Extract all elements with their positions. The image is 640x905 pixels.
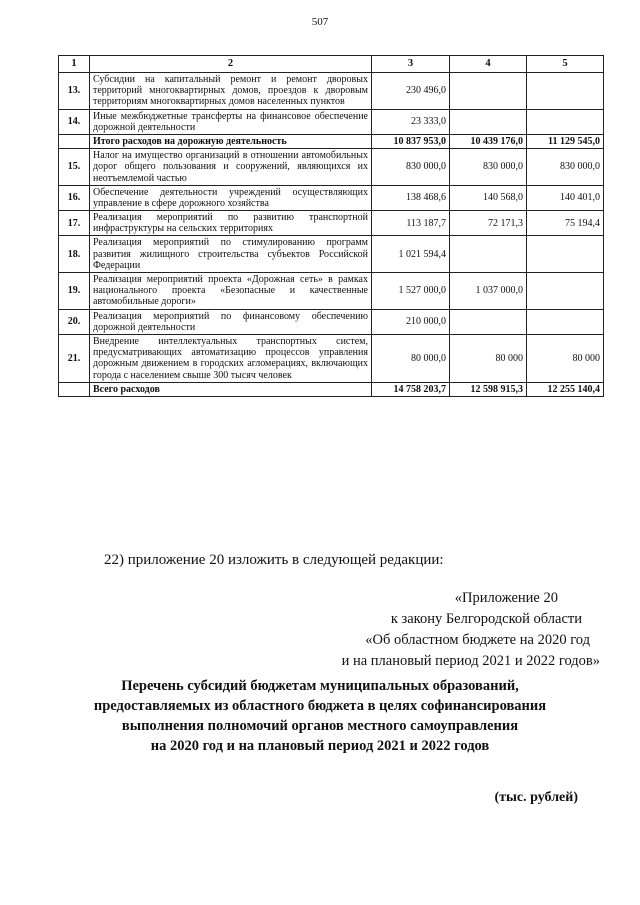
value-2022: 80 000	[527, 334, 604, 382]
value-2021	[450, 109, 527, 134]
heading-line: Перечень субсидий бюджетам муниципальных образований,	[121, 678, 519, 694]
value-2020: 830 000,0	[372, 149, 450, 186]
appendix-reference	[260, 588, 600, 672]
row-description: Обеспечение деятельности учреждений осуществляющих управление в сфере дорожного хозяйства	[90, 185, 372, 210]
row-number: 14.	[59, 109, 90, 134]
column-header: 2	[90, 56, 372, 73]
row-number: 17.	[59, 211, 90, 236]
row-number: 21.	[59, 334, 90, 382]
row-number	[59, 134, 90, 148]
value-2020: 230 496,0	[372, 73, 450, 110]
heading-line: предоставляемых из областного бюджета в целях софинансирования	[93, 698, 547, 714]
value-2021	[450, 73, 527, 110]
table-row	[59, 73, 604, 110]
value-2020: 14 758 203,7	[372, 382, 450, 396]
column-header: 5	[527, 56, 604, 73]
appendix-line: к закону Белгородской области	[390, 611, 582, 628]
table-header-row	[59, 56, 604, 73]
table-row	[59, 211, 604, 236]
value-2021: 10 439 176,0	[450, 134, 527, 148]
row-number: 18.	[59, 236, 90, 273]
row-number: 16.	[59, 185, 90, 210]
table-row	[59, 134, 604, 148]
appendix-line: и на плановый период 2021 и 2022 годов»	[341, 653, 600, 670]
value-2020: 138 468,6	[372, 185, 450, 210]
value-2020: 10 837 953,0	[372, 134, 450, 148]
table-row	[59, 109, 604, 134]
table-row	[59, 185, 604, 210]
table-row	[59, 382, 604, 396]
table-row	[59, 236, 604, 273]
row-description: Всего расходов	[90, 382, 372, 396]
row-number: 19.	[59, 273, 90, 310]
value-2021: 12 598 915,3	[450, 382, 527, 396]
page-number: 507	[311, 16, 329, 28]
appendix-line: «Об областном бюджете на 2020 год	[365, 632, 590, 649]
value-2022: 75 194,4	[527, 211, 604, 236]
appendix-line: «Приложение 20	[454, 590, 558, 606]
value-2021	[450, 309, 527, 334]
document-heading	[40, 676, 600, 756]
value-2022	[527, 309, 604, 334]
row-number: 13.	[59, 73, 90, 110]
value-2020: 113 187,7	[372, 211, 450, 236]
column-header: 3	[372, 56, 450, 73]
row-description: Налог на имущество организаций в отношении автомобильных дорог общего пользования и сооружений, являющихся их неотъемлемой частью	[90, 149, 372, 186]
row-description: Реализация мероприятий по стимулированию программ развития жилищного строительства субъектов Российской Федерации	[90, 236, 372, 273]
table-body	[59, 73, 604, 397]
row-description: Внедрение интеллектуальных транспортных систем, предусматривающих автоматизацию процессов управления дорожным движением в городских агломерациях, включающих города с населением свыше 300 тысяч человек	[90, 334, 372, 382]
heading-line: на 2020 год и на плановый период 2021 и 2022 годов	[150, 738, 490, 754]
value-2021: 1 037 000,0	[450, 273, 527, 310]
row-number	[59, 382, 90, 396]
value-2022	[527, 73, 604, 110]
table-row	[59, 149, 604, 186]
value-2022	[527, 236, 604, 273]
row-description: Реализация мероприятий проекта «Дорожная сеть» в рамках национального проекта «Безопасные и качественные автомобильные дороги»	[90, 273, 372, 310]
instruction-text: 22) приложение 20 изложить в следующей редакции:	[104, 552, 444, 568]
column-header: 4	[450, 56, 527, 73]
value-2020: 80 000,0	[372, 334, 450, 382]
heading-line: выполнения полномочий органов местного самоуправления	[121, 718, 519, 734]
value-2021: 72 171,3	[450, 211, 527, 236]
value-2021: 830 000,0	[450, 149, 527, 186]
value-2022	[527, 273, 604, 310]
table-row	[59, 334, 604, 382]
row-number: 15.	[59, 149, 90, 186]
value-2022: 830 000,0	[527, 149, 604, 186]
row-number: 20.	[59, 309, 90, 334]
value-2022: 140 401,0	[527, 185, 604, 210]
value-2020: 210 000,0	[372, 309, 450, 334]
row-description: Реализация мероприятий по развитию транспортной инфраструктуры на сельских территориях	[90, 211, 372, 236]
table-row	[59, 273, 604, 310]
expenditure-table	[58, 55, 604, 397]
value-2020: 1 527 000,0	[372, 273, 450, 310]
value-2021: 140 568,0	[450, 185, 527, 210]
value-2021	[450, 236, 527, 273]
row-description: Иные межбюджетные трансферты на финансовое обеспечение дорожной деятельности	[90, 109, 372, 134]
units-label: (тыс. рублей)	[494, 790, 578, 805]
value-2022	[527, 109, 604, 134]
value-2021: 80 000	[450, 334, 527, 382]
row-description: Итого расходов на дорожную деятельность	[90, 134, 372, 148]
table-row	[59, 309, 604, 334]
value-2022: 12 255 140,4	[527, 382, 604, 396]
column-header: 1	[59, 56, 90, 73]
row-description: Реализация мероприятий по финансовому обеспечению дорожной деятельности	[90, 309, 372, 334]
value-2022: 11 129 545,0	[527, 134, 604, 148]
value-2020: 1 021 594,4	[372, 236, 450, 273]
value-2020: 23 333,0	[372, 109, 450, 134]
row-description: Субсидии на капитальный ремонт и ремонт дворовых территорий многоквартирных домов, проездов к дворовым территориям многоквартирных домов населенных пунктов	[90, 73, 372, 110]
